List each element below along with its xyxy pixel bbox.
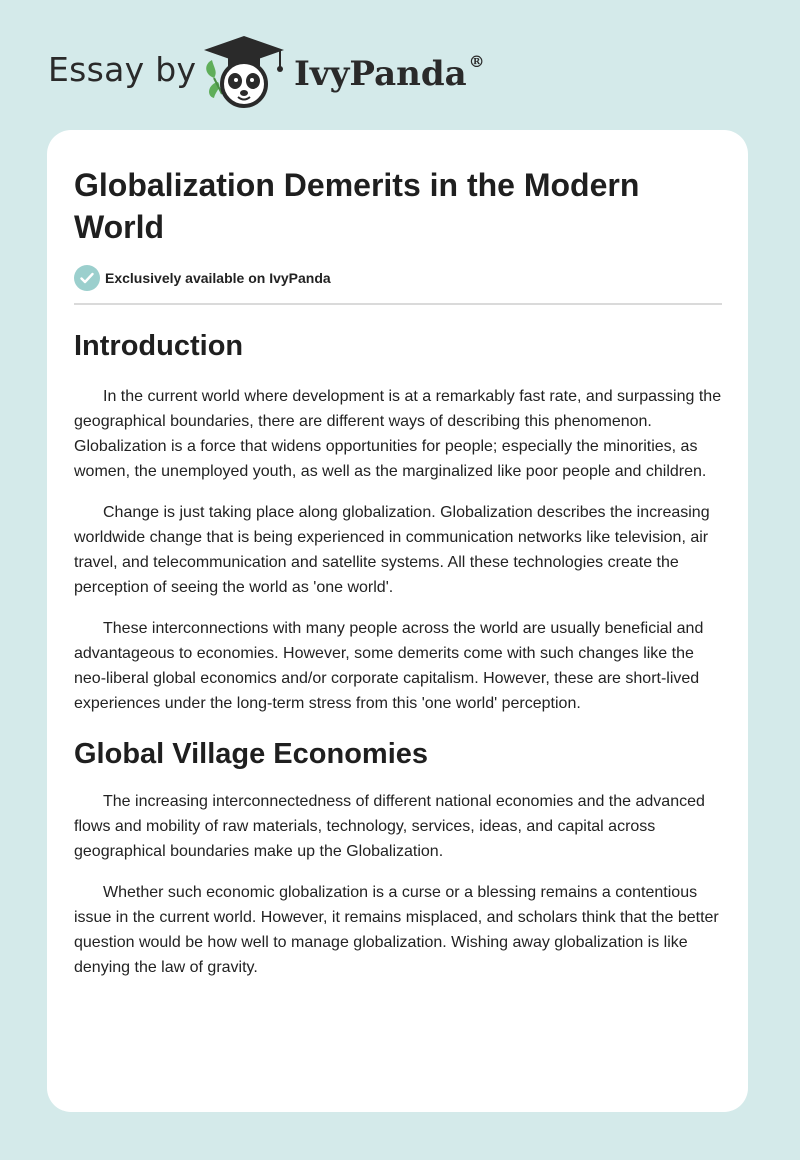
paragraph: In the current world where development is at a remarkably fast rate, and surpassing the geographical boundaries, there are different ways of describing this phenomenon. Globalization is a force that widens opportunities for people; especially the minorities, as women, the unemployed youth, as well as the marginalized like poor people and children. (74, 388, 722, 480)
section-heading-global-village-economies: Global Village Economies (74, 738, 429, 770)
exclusive-badge-text: Exclusively available on IvyPanda (105, 270, 331, 286)
section-heading-introduction: Introduction (74, 330, 244, 362)
site-header (48, 34, 548, 114)
essay-card (47, 130, 748, 1112)
exclusive-badge (74, 264, 724, 292)
paragraph: These interconnections with many people across the world are usually beneficial and advantageous to economies. However, some demerits come with such changes like the neo-liberal global economics and/or corporate capitalism. However, these are short-lived experiences under the long-term stress from this 'one world' perception. (74, 620, 704, 712)
check-circle-icon (74, 265, 100, 291)
panda-graduate-logo-icon[interactable] (200, 34, 290, 110)
essay-content (74, 164, 724, 980)
registered-mark: ® (468, 52, 485, 71)
brand-label: IvyPanda (294, 54, 467, 94)
paragraph: The increasing interconnectedness of different national economies and the advanced flows and mobility of raw materials, technology, services, ideas, and capital across geographical boundaries make up the Globalization. (74, 793, 705, 860)
essay-title: Globalization Demerits in the Modern World (74, 167, 640, 245)
paragraph: Whether such economic globalization is a curse or a blessing remains a contentious issue in the current world. However, it remains misplaced, and scholars think that the better question would be how well to manage globalization. Wishing away globalization is like denying the law of gravity. (74, 884, 719, 976)
essay-by-label: Essay by (48, 50, 197, 89)
title-divider (74, 303, 722, 305)
paragraph: Change is just taking place along globalization. Globalization describes the increasing worldwide change that is being experienced in communication networks like television, air travel, and telecommunication and satellite systems. All these technologies create the perception of seeing the world as 'one world'. (74, 504, 710, 596)
brand-name[interactable] (294, 52, 485, 94)
